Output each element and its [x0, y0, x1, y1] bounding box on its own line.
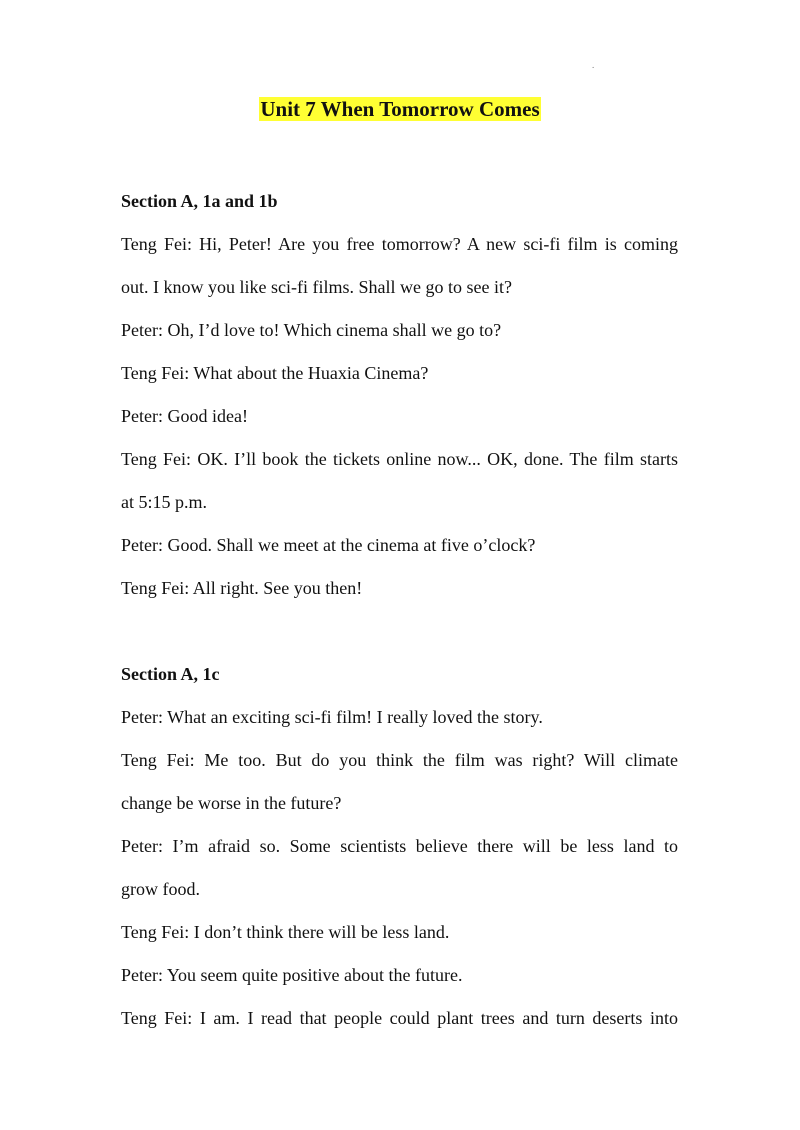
dialogue-line: Peter: You seem quite positive about the future.	[121, 965, 463, 985]
page-title	[0, 96, 800, 122]
dialogue-line: Peter: What an exciting sci-fi film! I really loved the story.	[121, 707, 543, 727]
highlighted-title-text: Unit 7 When Tomorrow Comes	[260, 97, 540, 121]
dialogue-line: Peter: I’m afraid so. Some scientists believe there will be less land to	[121, 836, 678, 856]
dialogue-line: Teng Fei: OK. I’ll book the tickets online now... OK, done. The film starts	[121, 449, 678, 469]
dialogue-line: grow food.	[121, 879, 200, 899]
dialogue-line: Teng Fei: What about the Huaxia Cinema?	[121, 363, 429, 383]
dialogue-line: Teng Fei: Hi, Peter! Are you free tomorrow? A new sci-fi film is coming	[121, 234, 678, 254]
dialogue-line: out. I know you like sci-fi films. Shall we go to see it?	[121, 277, 512, 297]
dialogue-line: Teng Fei: I am. I read that people could plant trees and turn deserts into	[121, 1008, 678, 1028]
dialogue-line: Teng Fei: All right. See you then!	[121, 578, 363, 598]
dialogue-line: Teng Fei: Me too. But do you think the film was right? Will climate	[121, 750, 678, 770]
page-mark: .	[592, 60, 595, 70]
section-spacer	[121, 616, 678, 659]
dialogue-line: at 5:15 p.m.	[121, 492, 207, 512]
section-heading: Section A, 1c	[121, 664, 220, 684]
dialogue-line: Teng Fei: I don’t think there will be less land.	[121, 922, 450, 942]
dialogue-line: change be worse in the future?	[121, 793, 342, 813]
dialogue-line: Peter: Good idea!	[121, 406, 248, 426]
section-heading: Section A, 1a and 1b	[121, 191, 278, 211]
dialogue-line: Peter: Good. Shall we meet at the cinema at five o’clock?	[121, 535, 536, 555]
document-body	[121, 186, 678, 1046]
dialogue-line: Peter: Oh, I’d love to! Which cinema shall we go to?	[121, 320, 502, 340]
